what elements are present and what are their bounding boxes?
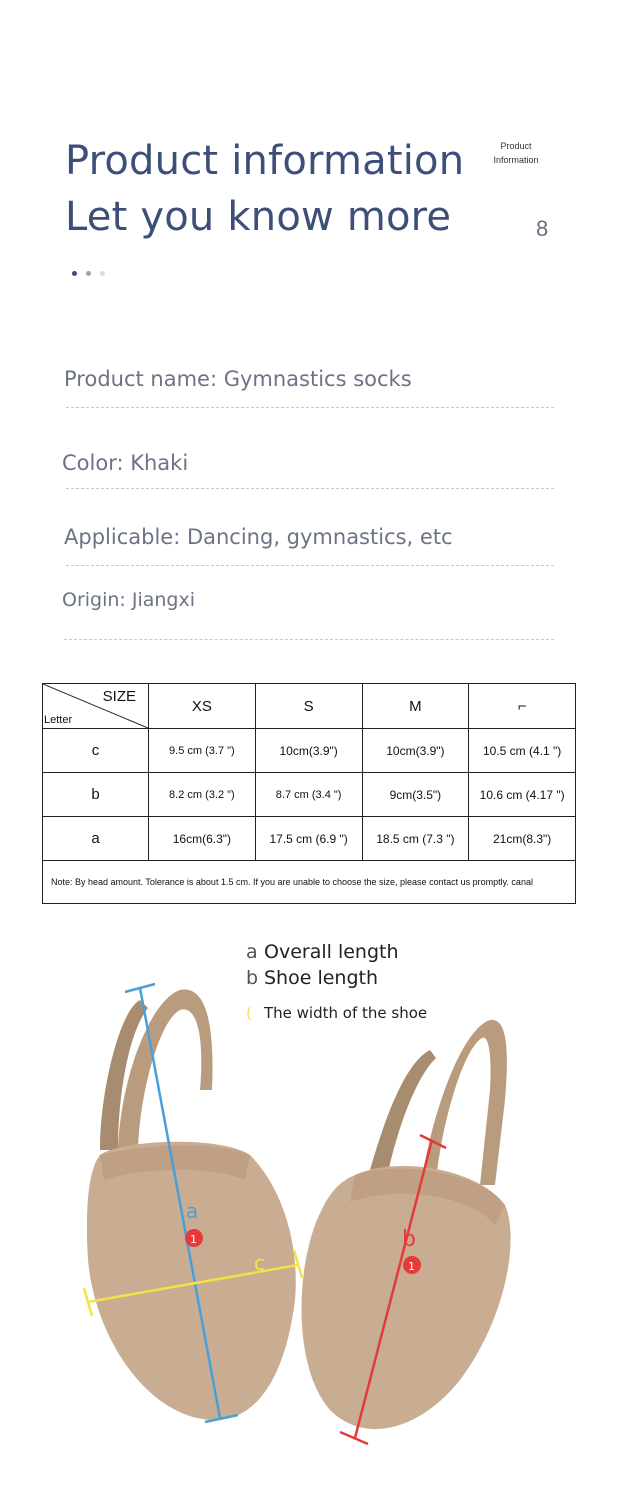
table-cell: 10.5 cm (4.1 ") [469,729,576,773]
info-origin: Origin: Jiangxi [62,589,196,611]
table-cell: 16cm(6.3") [149,817,256,861]
pagination-dots [72,271,112,279]
divider [66,488,554,489]
pagination-dot [100,271,105,276]
side-label-line-2: Information [493,155,539,165]
row-letter: a [43,817,149,861]
page-number: 8 [536,216,549,241]
table-cell: 10.6 cm (4.17 ") [469,773,576,817]
side-label-line-1: Product [500,141,532,151]
letter-header-label: Letter [44,714,73,726]
table-cell: 9cm(3.5") [362,773,469,817]
size-header-l: ⌐ [469,684,576,729]
size-header-s: S [255,684,362,729]
table-row [43,817,576,861]
size-header-m: M [362,684,469,729]
table-cell: 8.7 cm (3.4 ") [255,773,362,817]
page-title-line-2: Let you know more [65,194,452,240]
info-color: Color: Khaki [62,451,189,475]
size-letter-corner [43,684,149,729]
legend-key: ( [246,1004,252,1022]
size-table-header [43,684,576,729]
marker-a-number: 1 [190,1233,197,1246]
size-table [42,683,576,904]
pagination-dot [86,271,91,276]
info-applicable: Applicable: Dancing, gymnastics, etc [64,525,453,549]
table-cell: 9.5 cm (3.7 ") [149,729,256,773]
table-note-row [43,861,576,904]
legend-label: Shoe length [264,967,379,989]
table-cell: 10cm(3.9") [255,729,362,773]
table-cell: 17.5 cm (6.9 ") [255,817,362,861]
right-strap [420,1020,507,1190]
marker-a: a [186,1199,199,1223]
right-strap-back [370,1050,436,1172]
table-cell: 18.5 cm (7.3 ") [362,817,469,861]
table-note: Note: By head amount. Tolerance is about 1.5 cm. If you are unable to choose the size, please contact us promptly. canal [43,861,576,904]
legend-label: Overall length [264,941,399,963]
left-sock [87,1142,296,1420]
info-product-name: Product name: Gymnastics socks [64,367,412,391]
divider [66,407,554,408]
product-photo [0,940,617,1500]
table-cell: 10cm(3.9") [362,729,469,773]
side-section-label [486,139,546,167]
divider [64,639,554,640]
legend-key: b [246,967,259,989]
row-letter: b [43,773,149,817]
page-title-line-1: Product information [65,138,465,184]
marker-b: b [402,1227,416,1252]
legend-label: The width of the shoe [264,1004,428,1022]
legend-key: a [246,941,258,963]
row-letter: c [43,729,149,773]
marker-c: c [254,1251,265,1275]
size-header-label: SIZE [102,688,136,705]
table-row [43,773,576,817]
table-cell: 21cm(8.3") [469,817,576,861]
divider [66,565,554,566]
measure-b-cap-bottom [340,1432,368,1444]
table-row [43,729,576,773]
marker-b-number: 1 [408,1260,415,1273]
size-header-xs: XS [149,684,256,729]
table-cell: 8.2 cm (3.2 ") [149,773,256,817]
pagination-dot-active [72,271,77,276]
